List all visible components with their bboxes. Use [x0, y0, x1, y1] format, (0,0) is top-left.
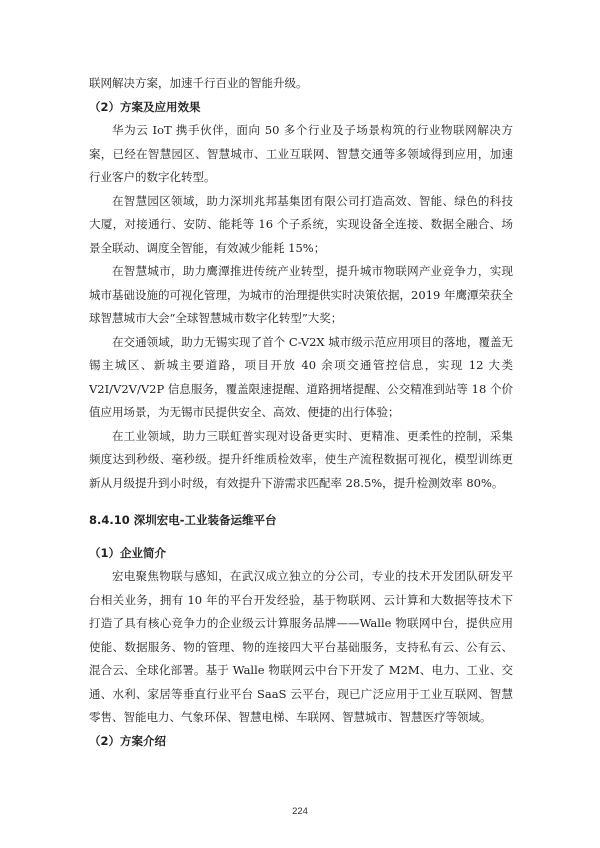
section-spacer [89, 495, 513, 509]
paragraph-company-profile: 宏电聚焦物联与感知，在武汉成立独立的分公司，专业的技术开发团队研发平台相关业务，拥有 10 年的平台开发经验，基于物联网、云计算和大数据等技术下打造了具有核心竞争力的企业级云计算服务品牌——Walle 物联网中台，提供应用使能、数据服务、物的管理、物的连接四大平台基础服务，支持私有云、公有云、混合云、全球化部署。基于 Walle 物联网云中台下开发了 M2M、电力、工业、交通、水利、家居等垂直行业平台 SaaS 云平台，现已广泛应用于工业互联网、智慧零售、智能电力、气象环保、智慧电梯、车联网、智慧城市、智慧医疗等领域。 [89, 569, 513, 724]
paragraph-industry: 在工业领域，助力三联虹普实现对设备更实时、更精准、更柔性的控制，采集频度达到秒级、毫秒级。提升纤维质检效率，使生产流程数据可视化，模型训练更新从月级提升到小时级，有效提升下游需求匹配率 28.5%，提升检测效率 80%。 [89, 428, 513, 490]
section-title: 8.4.10 深圳宏电-工业装备运维平台 [89, 513, 277, 527]
paragraph-overview: 华为云 IoT 携手伙伴，面向 50 多个行业及子场景构筑的行业物联网解决方案，已经在智慧园区、智慧城市、工业互联网、智慧交通等多领域得到应用，加速行业客户的数字化转型。 [89, 123, 513, 184]
subsection-title-solution-effects: （2）方案及应用效果 [89, 99, 201, 114]
paragraph-smart-park: 在智慧园区领域，助力深圳兆邦基集团有限公司打造高效、智能、绿色的科技大厦，对接通行、安防、能耗等 16 个子系统，实现设备全连接、数据全融合、场景全联动、调度全智能，有效减少能耗 15%； [89, 193, 513, 255]
subsection-title-solution-intro: （2）方案介绍 [89, 733, 167, 748]
subsection-title-company-profile: （1）企业简介 [89, 545, 167, 560]
section-spacer-small [89, 533, 513, 542]
page-content [89, 72, 513, 753]
page-number: 224 [292, 806, 308, 817]
paragraph-smart-city: 在智慧城市，助力鹰潭推进传统产业转型，提升城市物联网产业竞争力，实现城市基础设施的可视化管理，为城市的治理提供实时决策依据，2019 年鹰潭荣获全球智慧城市大会“全球智慧城市数字化转型”大奖； [89, 264, 513, 325]
paragraph-transportation: 在交通领域，助力无锡实现了首个 C-V2X 城市级示范应用项目的落地，覆盖无锡主城区、新城主要道路，项目开放 40 余项交通管控信息，实现 12 大类 V2I/V2V/V2P 信息服务，覆盖限速提醒、道路拥堵提醒、公交精准到站等 18 个价值应用场景，为无锡市民提供安全、高效、便捷的出行体验； [89, 334, 513, 419]
intro-continuation: 联网解决方案，加速千行百业的智能升级。 [89, 76, 308, 90]
